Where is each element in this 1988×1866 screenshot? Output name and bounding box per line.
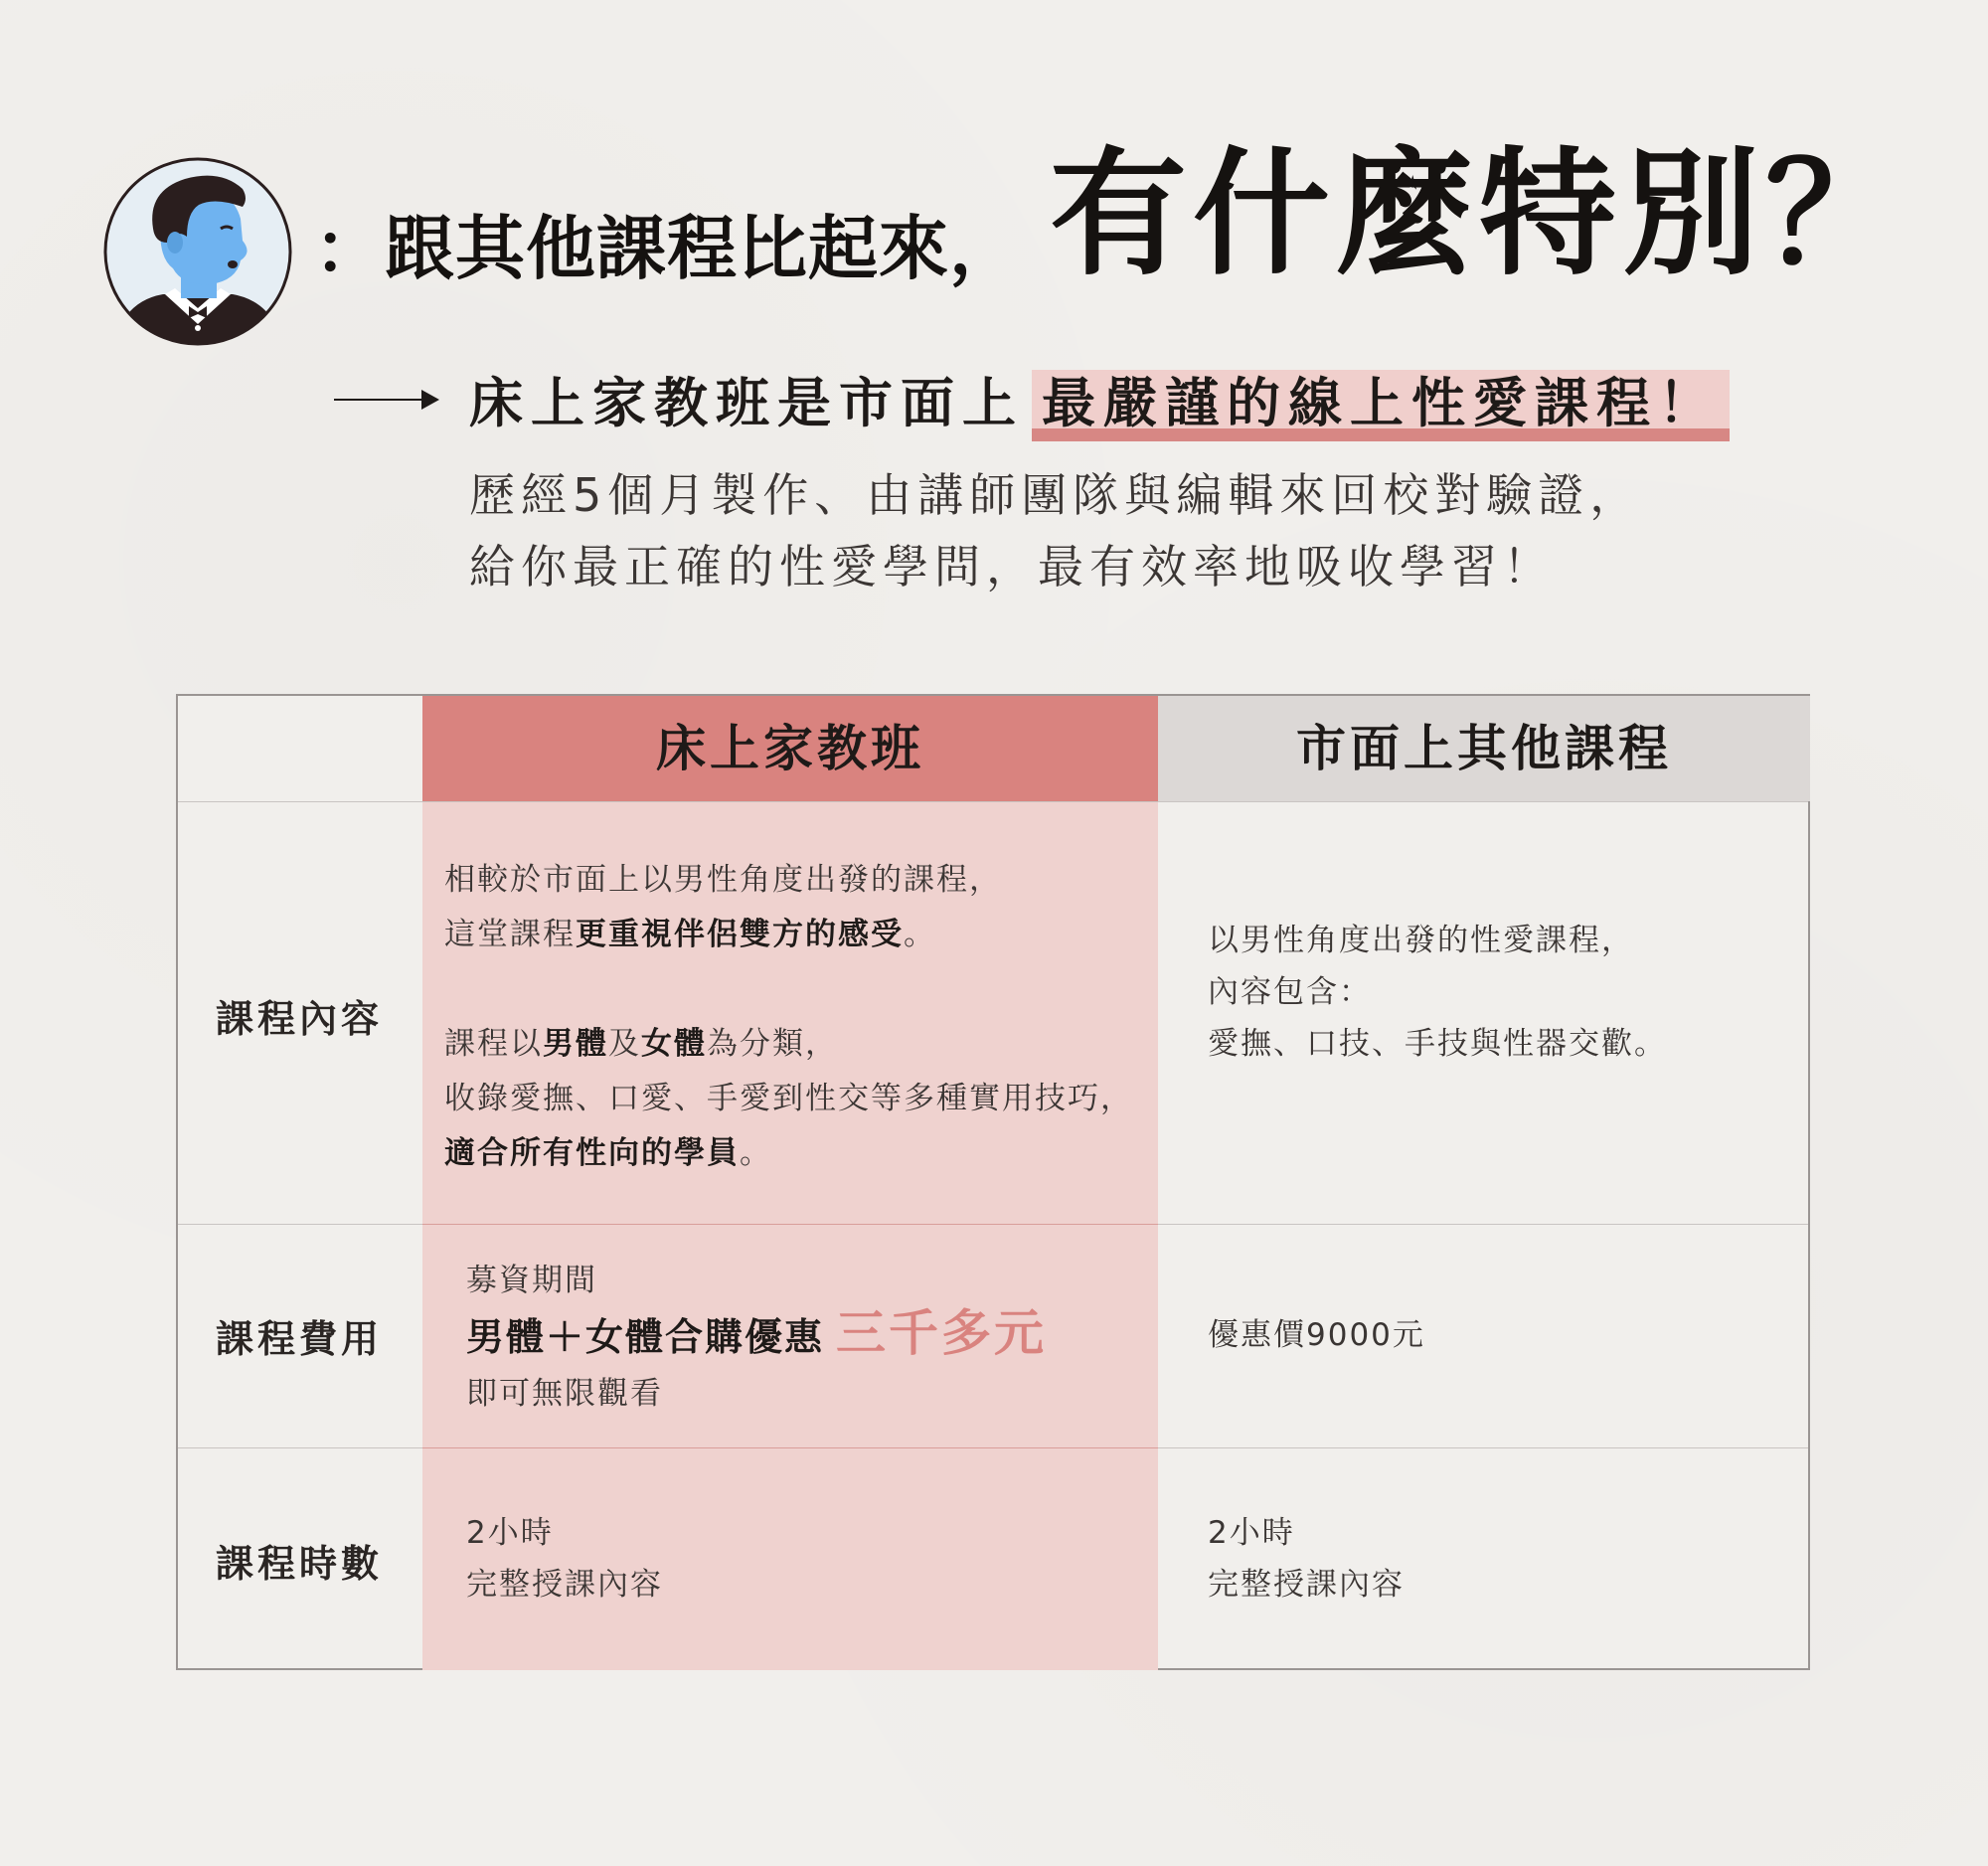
tagline xyxy=(469,370,1730,439)
row-label-duration: 課程時數 xyxy=(216,1542,384,1586)
ours-content-line xyxy=(444,908,1133,962)
other-fee-line: 優惠價9000元 xyxy=(1208,1317,1425,1353)
text-bold: 更重視伴侶雙方的感受 xyxy=(576,917,904,952)
row-divider-ours xyxy=(422,1224,1158,1225)
arrow-head-icon xyxy=(421,390,439,410)
text-plain: 。 xyxy=(904,917,936,952)
row-divider-ours xyxy=(422,1447,1158,1448)
other-content-line: 愛撫、口技、手技與性器交歡。 xyxy=(1208,1026,1667,1062)
text-bold: 女體 xyxy=(641,1026,707,1062)
fee-offer xyxy=(466,1306,1047,1368)
row-label-fee: 課程費用 xyxy=(216,1317,384,1361)
fee-period: 募資期間 xyxy=(466,1263,597,1298)
other-header-label: 市面上其他課程 xyxy=(1296,720,1672,777)
text-plain: 及 xyxy=(608,1026,641,1062)
page-heading xyxy=(314,132,1964,298)
ours-header-label: 床上家教班 xyxy=(656,720,924,777)
ours-duration-cell xyxy=(466,1507,663,1611)
ours-content-line: 相較於市面上以男性角度出發的課程， xyxy=(444,862,1002,898)
ours-fee-cell xyxy=(466,1255,1047,1420)
man-avatar-icon xyxy=(103,157,292,346)
row-label-content: 課程內容 xyxy=(216,997,384,1041)
fee-price: 三千多元 xyxy=(836,1304,1048,1362)
other-duration-line: 2小時 xyxy=(1208,1515,1295,1551)
row-divider xyxy=(178,801,1808,802)
comparison-table xyxy=(176,694,1810,1670)
other-content-cell xyxy=(1208,915,1667,1070)
paragraph-gap xyxy=(444,962,1133,1017)
heading-question: 有什麼特別？ xyxy=(1050,132,1909,294)
tagline-plain: 床上家教班是市面上 xyxy=(469,372,1024,434)
description xyxy=(469,459,1821,602)
other-duration-line: 完整授課內容 xyxy=(1208,1567,1405,1603)
arrow-right-icon xyxy=(334,399,425,401)
text-plain: 這堂課程 xyxy=(444,917,576,952)
tagline-highlight: 最嚴謹的線上性愛課程！ xyxy=(1032,370,1730,441)
text-plain: 課程以 xyxy=(444,1026,543,1062)
text-bold: 男體 xyxy=(543,1026,608,1062)
heading-lead: ：跟其他課程比起來， xyxy=(314,207,1020,289)
other-content-line: 內容包含： xyxy=(1208,974,1372,1010)
fee-bundle: 男體＋女體合購優惠 xyxy=(466,1315,825,1359)
ours-content-cell xyxy=(444,853,1133,1181)
ours-content-line: 收錄愛撫、口愛、手愛到性交等多種實用技巧， xyxy=(444,1081,1133,1116)
ours-duration-line: 完整授課內容 xyxy=(466,1567,663,1603)
ours-content-line xyxy=(444,1126,1133,1181)
other-duration-cell xyxy=(1208,1507,1405,1611)
other-fee-cell xyxy=(1208,1308,1425,1363)
text-bold: 適合所有性向的學員 xyxy=(444,1135,740,1171)
ours-duration-line: 2小時 xyxy=(466,1515,554,1551)
description-line: 給你最正確的性愛學問，最有效率地吸收學習！ xyxy=(469,540,1555,594)
description-line: 歷經5個月製作、由講師團隊與編輯來回校對驗證， xyxy=(469,468,1642,522)
other-content-line: 以男性角度出發的性愛課程， xyxy=(1208,923,1634,958)
text-plain: 為分類， xyxy=(707,1026,838,1062)
fee-note: 即可無限觀看 xyxy=(466,1376,663,1412)
text-plain: 。 xyxy=(740,1135,772,1171)
ours-content-line xyxy=(444,1017,1133,1072)
